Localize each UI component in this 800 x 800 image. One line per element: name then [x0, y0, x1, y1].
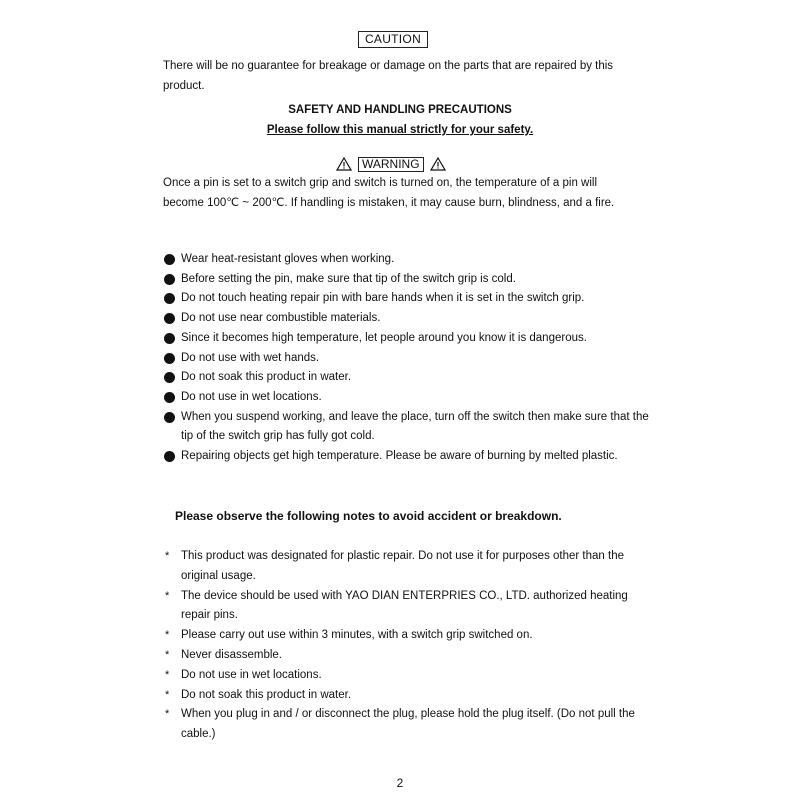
warning-text: Once a pin is set to a switch grip and switch is turned on, the temperature of a pin will become 100℃ ~ 200℃. If handling is mistaken, it may cause burn, blindness, and a fire. — [163, 177, 615, 209]
list-item: * Do not soak this product in water. — [163, 686, 643, 706]
asterisk-icon: * — [165, 708, 170, 721]
warning-triangle-icon — [336, 157, 352, 171]
asterisk-icon: * — [165, 648, 170, 661]
asterisk-icon: * — [165, 668, 170, 681]
asterisk-icon: * — [165, 629, 170, 642]
bullet-dot-icon — [164, 313, 175, 324]
warning-triangle-icon — [430, 157, 446, 171]
notes-list — [163, 547, 643, 745]
list-item: * This product was designated for plastic repair. Do not use it for purposes other than the original usage. — [163, 547, 643, 587]
bullet-dot-icon — [164, 372, 175, 383]
asterisk-icon: * — [165, 589, 170, 602]
caution-label: CAUTION — [358, 31, 428, 48]
list-item: * Do not use in wet locations. — [163, 666, 643, 686]
bullet-dot-icon — [164, 451, 175, 462]
list-item: Do not use near combustible materials. — [163, 309, 653, 329]
bullet-dot-icon — [164, 293, 175, 304]
list-item: Do not touch heating repair pin with bare hands when it is set in the switch grip. — [163, 289, 653, 309]
list-item: Wear heat-resistant gloves when working. — [163, 250, 653, 270]
bullet-dot-icon — [164, 353, 175, 364]
list-item: Since it becomes high temperature, let people around you know it is dangerous. — [163, 329, 653, 349]
intro-text: There will be no guarantee for breakage or damage on the parts that are repaired by this product. — [163, 60, 614, 92]
list-item: Do not soak this product in water. — [163, 368, 653, 388]
list-item: When you suspend working, and leave the place, turn off the switch then make sure that the tip of the switch grip has fully got cold. — [163, 408, 653, 447]
list-item: Repairing objects get high temperature. Please be aware of burning by melted plastic. — [163, 447, 653, 467]
bullet-dot-icon — [164, 333, 175, 344]
list-item: Before setting the pin, make sure that tip of the switch grip is cold. — [163, 270, 653, 290]
list-item: * Never disassemble. — [163, 646, 643, 666]
asterisk-icon: * — [165, 688, 170, 701]
warning-header — [336, 156, 446, 172]
list-item: Do not use in wet locations. — [163, 388, 653, 408]
list-item: * Please carry out use within 3 minutes, with a switch grip switched on. — [163, 626, 643, 646]
precaution-list — [163, 250, 653, 467]
notes-title: Please observe the following notes to avoid accident or breakdown. — [175, 509, 562, 523]
list-item: * When you plug in and / or disconnect the plug, please hold the plug itself. (Do not pull the cable.) — [163, 705, 643, 745]
bullet-dot-icon — [164, 254, 175, 265]
bullet-dot-icon — [164, 412, 175, 423]
page-number: 2 — [396, 776, 404, 790]
bullet-dot-icon — [164, 392, 175, 403]
list-item: * The device should be used with YAO DIAN ENTERPRIES CO., LTD. authorized heating repair pins. — [163, 587, 643, 627]
safety-subtitle: Please follow this manual strictly for your safety. — [266, 124, 534, 136]
list-item: Do not use with wet hands. — [163, 349, 653, 369]
warning-label: WARNING — [358, 157, 424, 172]
safety-title: SAFETY AND HANDLING PRECAUTIONS — [288, 104, 512, 116]
bullet-dot-icon — [164, 274, 175, 285]
asterisk-icon: * — [165, 550, 170, 562]
